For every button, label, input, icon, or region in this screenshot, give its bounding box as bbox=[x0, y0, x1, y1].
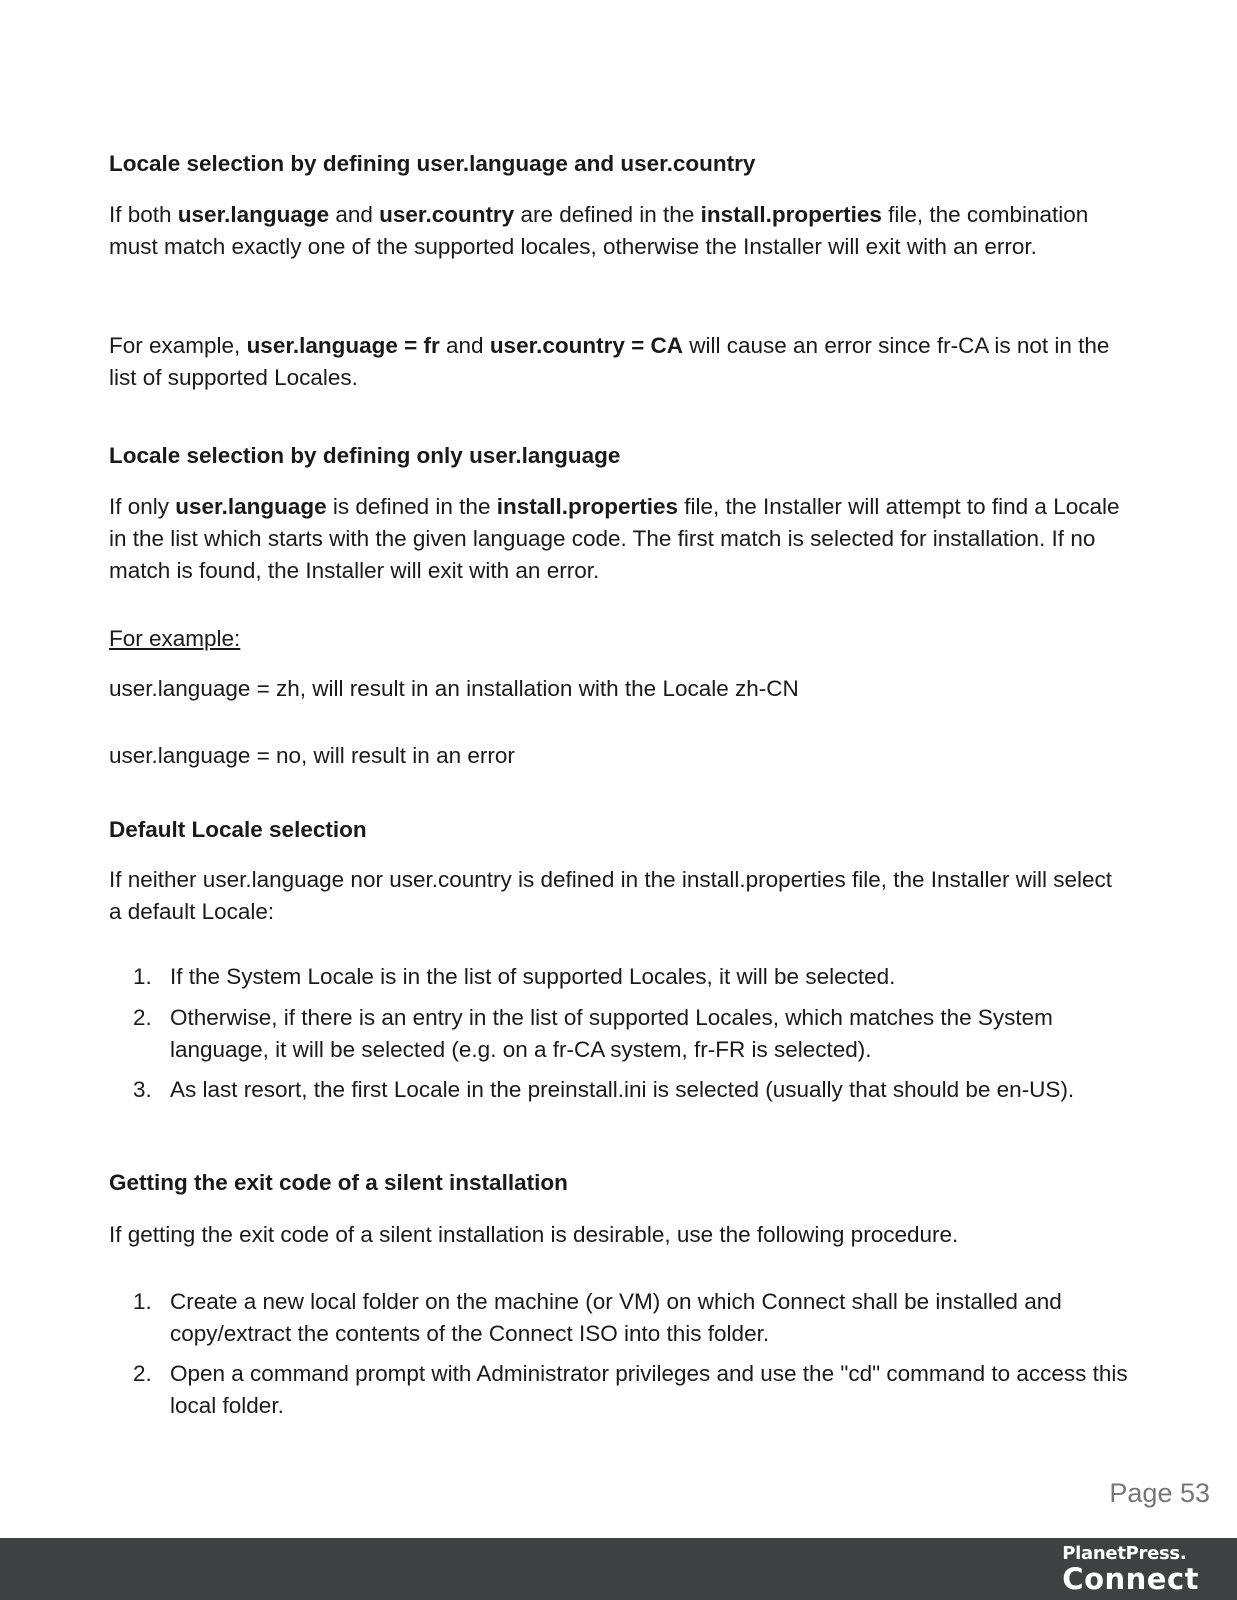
example-label: For example: bbox=[109, 626, 241, 651]
logo-line-2: Connect bbox=[1062, 1562, 1199, 1596]
example-no: user.language = no, will result in an error bbox=[109, 743, 515, 768]
list-item-number: 1. bbox=[133, 964, 152, 989]
section-heading-user-language-only: Locale selection by defining only user.language bbox=[109, 443, 621, 468]
page-number: Page 53 bbox=[1109, 1478, 1210, 1508]
section-heading-user-language-country: Locale selection by defining user.language and user.country bbox=[109, 151, 756, 176]
paragraph-default-locale: If neither user.language nor user.country is defined in the install.properties file, the Installer will select a default Locale: bbox=[109, 867, 1113, 924]
paragraph-only-language: If only user.language is defined in the install.properties file, the Installer will attempt to find a Locale in the list which starts with the given language code. The first match is selected for installation. If no match is found, the Installer will exit with an error. bbox=[109, 494, 1120, 583]
list-item-text: Otherwise, if there is an entry in the list of supported Locales, which matches the System language, it will be selected (e.g. on a fr-CA system, fr-FR is selected). bbox=[170, 1005, 1053, 1062]
paragraph-example-fr-ca: For example, user.language = fr and user.country = CA will cause an error since fr-CA is not in the list of supported Locales. bbox=[109, 333, 1110, 390]
list-item-number: 3. bbox=[133, 1077, 152, 1102]
paragraph-both-defined: If both user.language and user.country are defined in the install.properties file, the combination must match exactly one of the supported locales, otherwise the Installer will exit with an error. bbox=[109, 202, 1089, 259]
list-item-number: 2. bbox=[133, 1005, 152, 1030]
planetpress-connect-logo bbox=[1062, 1544, 1199, 1594]
footer-bar bbox=[0, 1538, 1237, 1600]
section-heading-exit-code: Getting the exit code of a silent installation bbox=[109, 1170, 568, 1195]
section-heading-default-locale: Default Locale selection bbox=[109, 817, 367, 842]
list-item-text: Open a command prompt with Administrator privileges and use the "cd" command to access this local folder. bbox=[170, 1361, 1128, 1418]
list-item-text: As last resort, the first Locale in the preinstall.ini is selected (usually that should be en-US). bbox=[170, 1077, 1075, 1102]
list-item-number: 1. bbox=[133, 1289, 152, 1314]
list-item-text: If the System Locale is in the list of supported Locales, it will be selected. bbox=[170, 964, 896, 989]
list-item-number: 2. bbox=[133, 1361, 152, 1386]
paragraph-exit-code: If getting the exit code of a silent installation is desirable, use the following procedure. bbox=[109, 1222, 959, 1247]
example-zh: user.language = zh, will result in an installation with the Locale zh-CN bbox=[109, 676, 799, 701]
list-item-text: Create a new local folder on the machine (or VM) on which Connect shall be installed and copy/extract the contents of the Connect ISO into this folder. bbox=[170, 1289, 1062, 1346]
logo-line-1: PlanetPress. bbox=[1062, 1543, 1187, 1564]
